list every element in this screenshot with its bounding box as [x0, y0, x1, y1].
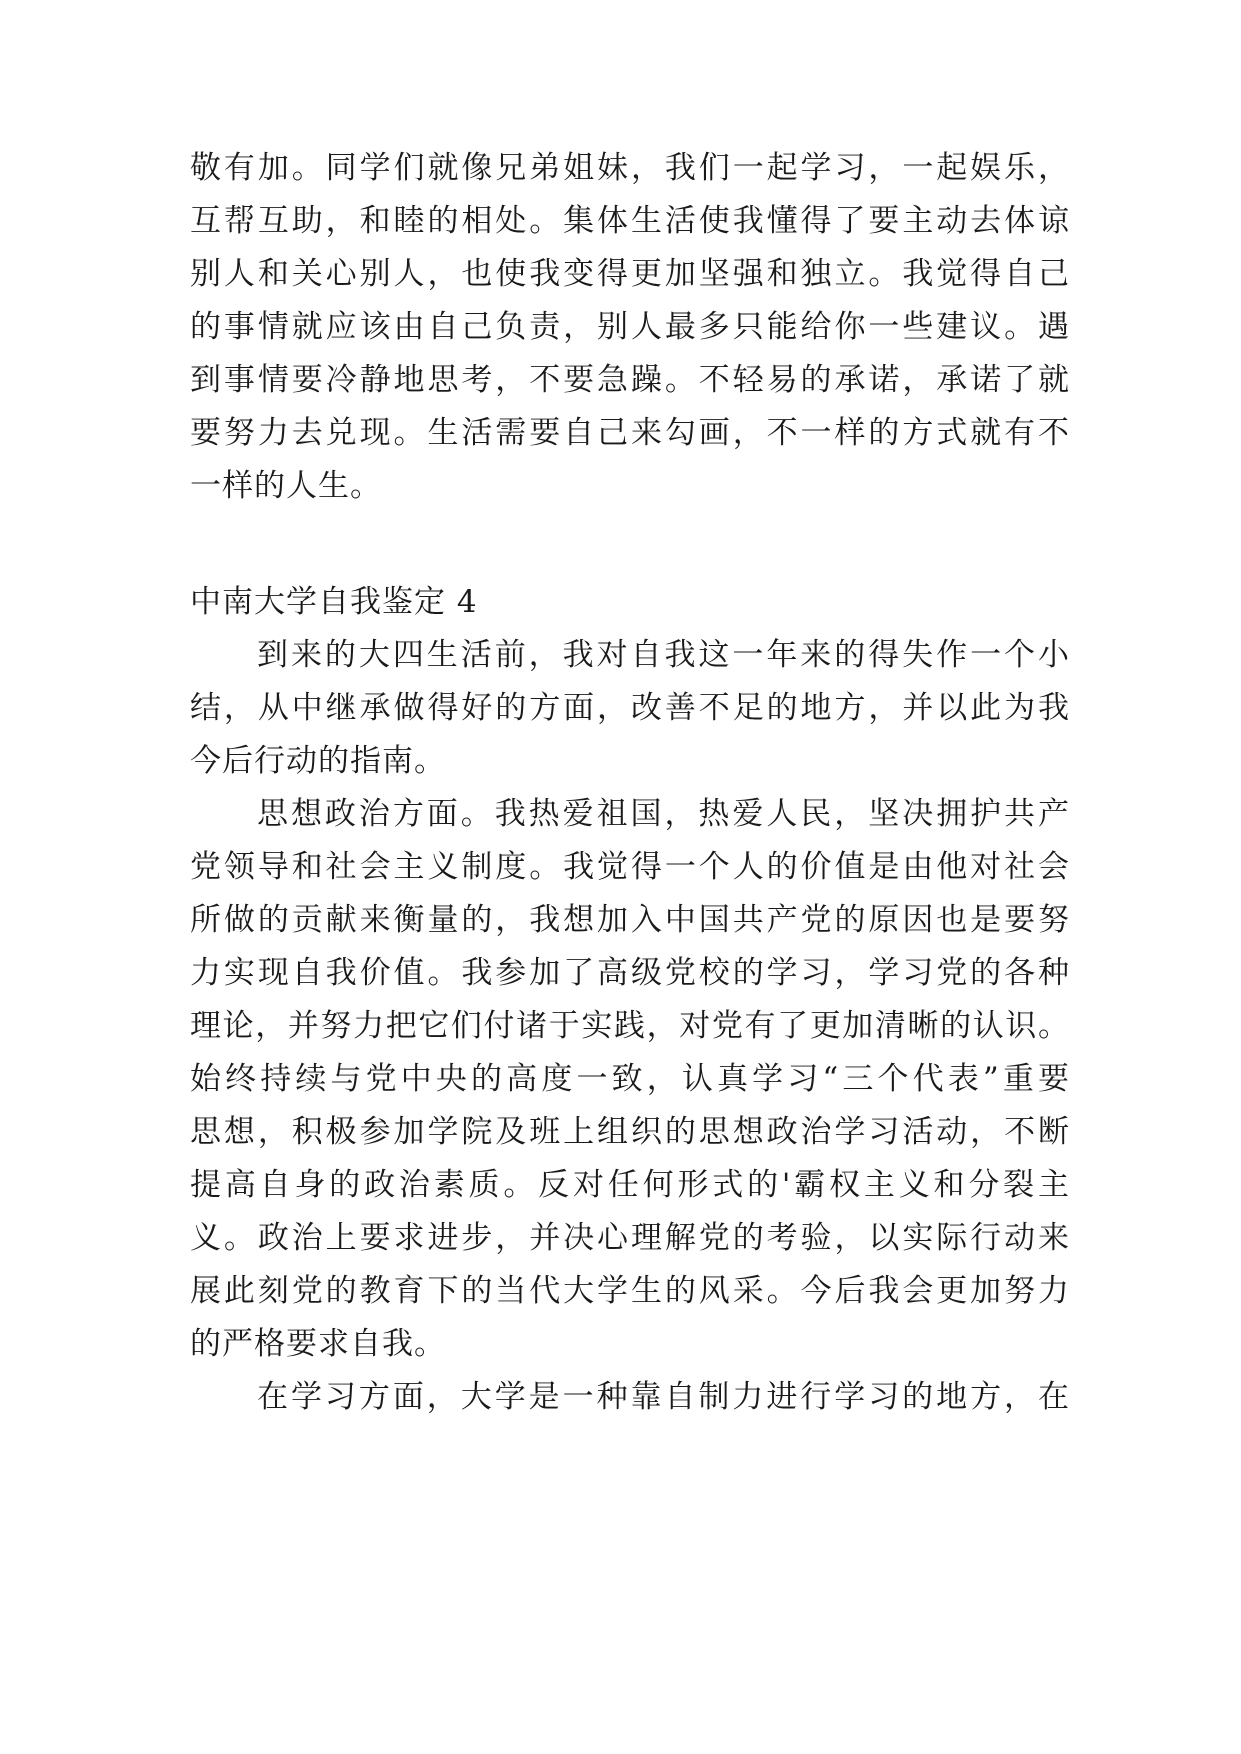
- text-line: 展此刻党的教育下的当代大学生的风采。今后我会更加努力: [190, 1273, 1070, 1309]
- text-line: 思想政治方面。我热爱祖国，热爱人民，坚决拥护共产: [257, 796, 1070, 832]
- text-line: 敬有加。同学们就像兄弟姐妹，我们一起学习，一起娱乐，: [190, 150, 1070, 186]
- text-line: 义。政治上要求进步，并决心理解党的考验，以实际行动来: [190, 1220, 1070, 1256]
- text-line: 提高自身的政治素质。反对任何形式的'霸权主义和分裂主: [190, 1167, 1070, 1203]
- text-line: 结，从中继承做得好的方面，改善不足的地方，并以此为我: [190, 690, 1070, 726]
- text-line: 始终持续与党中央的高度一致，认真学习“三个代表”重要: [190, 1061, 1070, 1097]
- text-line: 党领导和社会主义制度。我觉得一个人的价值是由他对社会: [190, 849, 1070, 885]
- text-line: 到事情要冷静地思考，不要急躁。不轻易的承诺，承诺了就: [190, 362, 1070, 398]
- text-line: 所做的贡献来衡量的，我想加入中国共产党的原因也是要努: [190, 902, 1070, 938]
- text-line: 理论，并努力把它们付诸于实践，对党有了更加清晰的认识。: [190, 1008, 1070, 1044]
- text-line: 在学习方面，大学是一种靠自制力进行学习的地方，在: [257, 1379, 1070, 1415]
- section-title: 中南大学自我鉴定 4: [190, 584, 478, 620]
- text-line: 的严格要求自我。: [190, 1326, 446, 1362]
- text-line: 力实现自我价值。我参加了高级党校的学习，学习党的各种: [190, 955, 1070, 991]
- text-line: 别人和关心别人，也使我变得更加坚强和独立。我觉得自己: [190, 256, 1070, 292]
- text-line: 到来的大四生活前，我对自我这一年来的得失作一个小: [257, 637, 1070, 673]
- text-line: 要努力去兑现。生活需要自己来勾画，不一样的方式就有不: [190, 415, 1070, 451]
- text-line: 思想，积极参加学院及班上组织的思想政治学习活动，不断: [190, 1114, 1070, 1150]
- text-line: 一样的人生。: [190, 468, 382, 504]
- text-line: 的事情就应该由自己负责，别人最多只能给你一些建议。遇: [190, 309, 1070, 345]
- text-line: 互帮互助，和睦的相处。集体生活使我懂得了要主动去体谅: [190, 203, 1070, 239]
- text-line: 今后行动的指南。: [190, 743, 446, 779]
